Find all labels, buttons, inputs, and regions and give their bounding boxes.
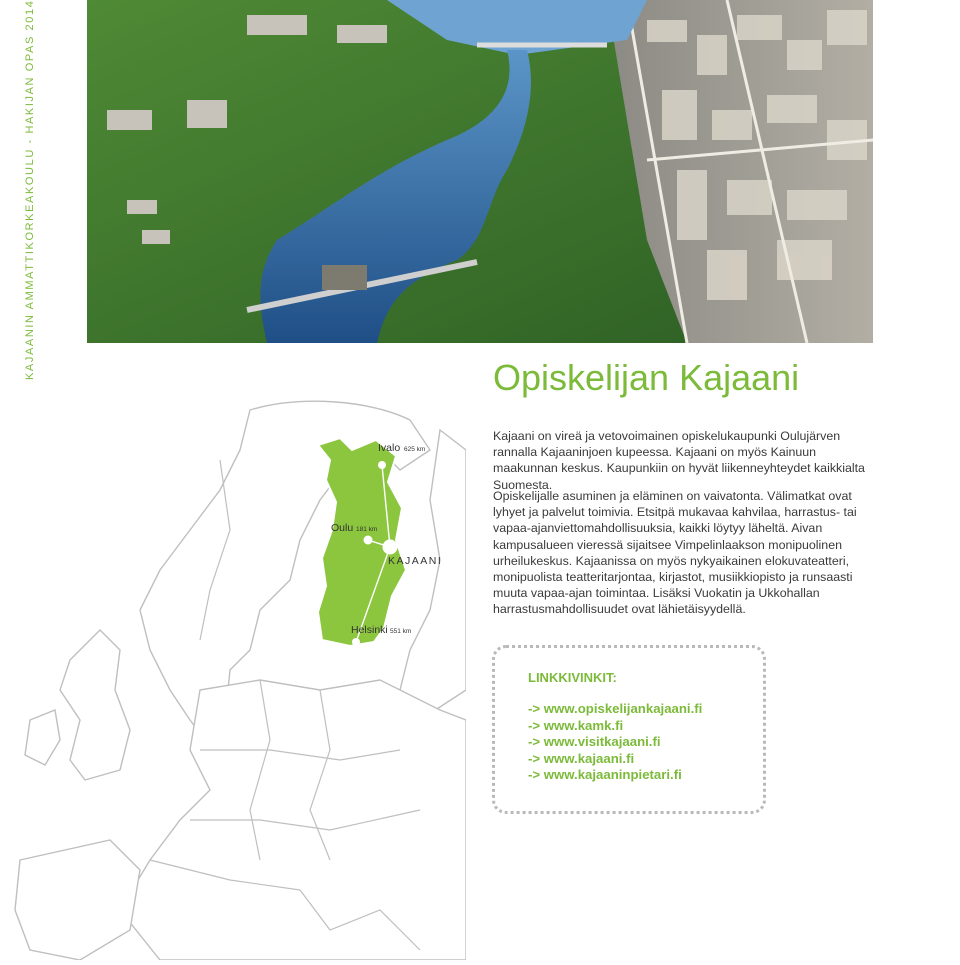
links-box — [492, 645, 766, 814]
map-distance-helsinki: 551 km — [390, 628, 412, 635]
links-list — [528, 701, 702, 784]
link-kajaani[interactable]: -> www.kajaani.fi — [528, 750, 635, 766]
aerial-photo — [87, 0, 873, 343]
link-visitkajaani[interactable]: -> www.visitkajaani.fi — [528, 734, 661, 749]
link-opiskelijankajaani[interactable]: -> www.opiskelijankajaani.fi — [528, 701, 703, 716]
europe-map — [0, 390, 466, 960]
side-title: KAJAANIN AMMATTIKORKEAKOULU - HAKIJAN OPAS 2014 — [24, 0, 36, 380]
map-label-oulu: Oulu — [331, 522, 354, 534]
link-kajaaninpietari[interactable]: -> www.kajaaninpietari.fi — [528, 767, 682, 782]
aerial-photo-image — [87, 0, 873, 343]
links-title: LINKKIVINKIT: — [528, 670, 617, 685]
link-kamk[interactable]: -> www.kamk.fi — [528, 717, 624, 733]
map-label-kajaani: KAJAANI — [388, 555, 443, 567]
map-label-ivalo: Ivalo — [378, 442, 401, 454]
map-label-helsinki: Helsinki — [351, 624, 388, 636]
europe-map-image — [0, 390, 466, 960]
page-title: Opiskelijan Kajaani — [493, 357, 800, 398]
body-paragraph: Opiskelijalle asuminen ja eläminen on vaivatonta. Välimatkat ovat lyhyet ja palvelut toimivia. Etsitpä mukavaa kahvilaa, harrastus- tai vapaa-ajanviettomahdollisuuksia, kaikki löytyy läheltä. Aivan kampusalueen vieressä sijaitsee Vimpelinlaakson monipuolinen urheilukeskus. Kajaanissa on myös nykyaikainen elokuvateatteri, monipuolista teatteritarjontaa, kirjastot, musiikkiopisto ja runsaasti muuta vapaa-ajan toimintaa. Lisäksi Vuokatin ja Ukkohallan harrastusmahdollisuudet ovat lähietäisyydellä. — [493, 489, 857, 617]
map-distance-ivalo: 625 km — [404, 446, 426, 453]
intro-paragraph: Kajaani on vireä ja vetovoimainen opiskelukaupunki Oulujärven rannalla Kajaaninjoen kupeessa. Kajaani on myös Kainuun maakunnan keskus. Kaupunkiin on hyvät liikenneyhteydet kaikkialta Suomesta. — [493, 429, 865, 492]
map-distance-oulu: 181 km — [356, 526, 378, 533]
